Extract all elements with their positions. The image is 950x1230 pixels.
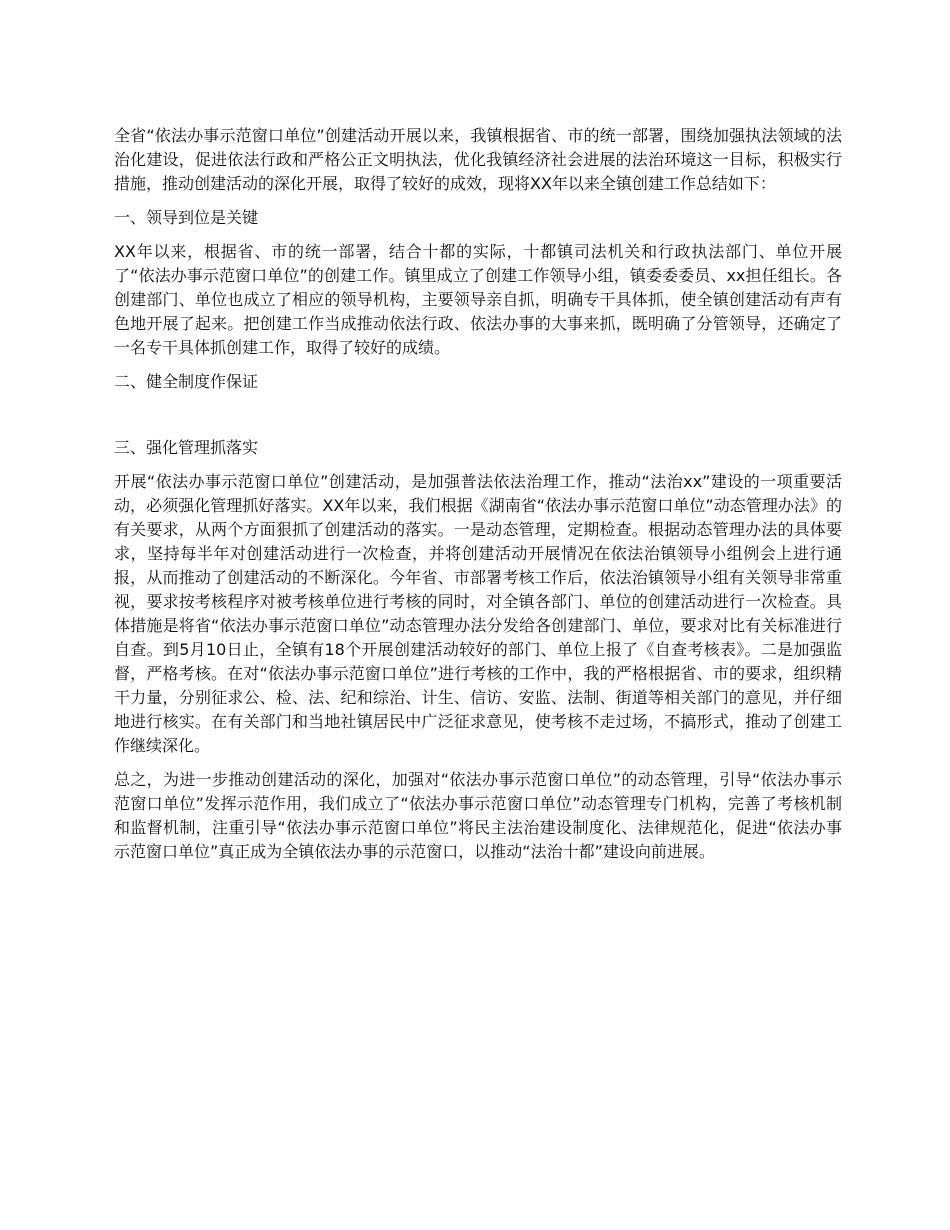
section-3-heading: 三、强化管理抓落实	[114, 438, 259, 457]
section-3-paragraph: 开展“依法办事示范窗口单位”创建活动，是加强普法依法治理工作，推动“法治xx”建设的一项重要活动，必须强化管理抓好落实。XX年以来，我们根据《湖南省“依法办事示范窗口单位”动态管理办法》的有关要求，从两个方面狠抓了创建活动的落实。一是动态管理，定期检查。根据动态管理办法的具体要求，坚持每半年对创建活动进行一次检查，并将创建活动开展情况在依法治镇领导小组例会上进行通报，从而推动了创建活动的不断深化。今年省、市部署考核工作后，依法治镇领导小组有关领导非常重视，要求按考核程序对被考核单位进行考核的同时，对全镇各部门、单位的创建活动进行一次检查。具体措施是将省“依法办事示范窗口单位”动态管理办法分发给各创建部门、单位，要求对比有关标准进行自查。到5月10日止，全镇有18个开展创建活动较好的部门、单位上报了《自查考核表》。二是加强监督，严格考核。在对“依法办事示范窗口单位”进行考核的工作中，我的严格根据省、市的要求，组织精干力量，分别征求公、检、法、纪和综治、计生、信访、安监、法制、街道等相关部门的意见，并仔细地进行核实。在有关部门和当地社镇居民中广泛征求意见，使考核不走过场，不搞形式，推动了创建工作继续深化。	[114, 472, 842, 755]
section-1-heading: 一、领导到位是关键	[114, 208, 259, 227]
conclusion-paragraph: 总之，为进一步推动创建活动的深化，加强对“依法办事示范窗口单位”的动态管理，引导“依法办事示范窗口单位”发挥示范作用，我们成立了“依法办事示范窗口单位”动态管理专门机构，完善了考核机制和监督机制，注重引导“依法办事示范窗口单位”将民主法治建设制度化、法律规范化，促进“依法办事示范窗口单位”真正成为全镇依法办事的示范窗口，以推动“法治十都”建设向前进展。	[114, 770, 842, 861]
document-page	[114, 124, 842, 864]
section-1-paragraph: XX年以来，根据省、市的统一部署，结合十都的实际，十都镇司法机关和行政执法部门、单位开展了“依法办事示范窗口单位”的创建工作。镇里成立了创建工作领导小组，镇委委委员、xx担任组长。各创建部门、单位也成立了相应的领导机构，主要领导亲自抓，明确专干具体抓，使全镇创建活动有声有色地开展了起来。把创建工作当成推动依法行政、依法办事的大事来抓，既明确了分管领导，还确定了一名专干具体抓创建工作，取得了较好的成绩。	[114, 242, 842, 357]
section-2-heading: 二、健全制度作保证	[114, 372, 259, 391]
intro-paragraph: 全省“依法办事示范窗口单位”创建活动开展以来，我镇根据省、市的统一部署，围绕加强执法领域的法治化建设，促进依法行政和严格公正文明执法，优化我镇经济社会进展的法治环境这一目标，积极实行措施，推动创建活动的深化开展，取得了较好的成效，现将XX年以来全镇创建工作总结如下：	[114, 126, 842, 193]
